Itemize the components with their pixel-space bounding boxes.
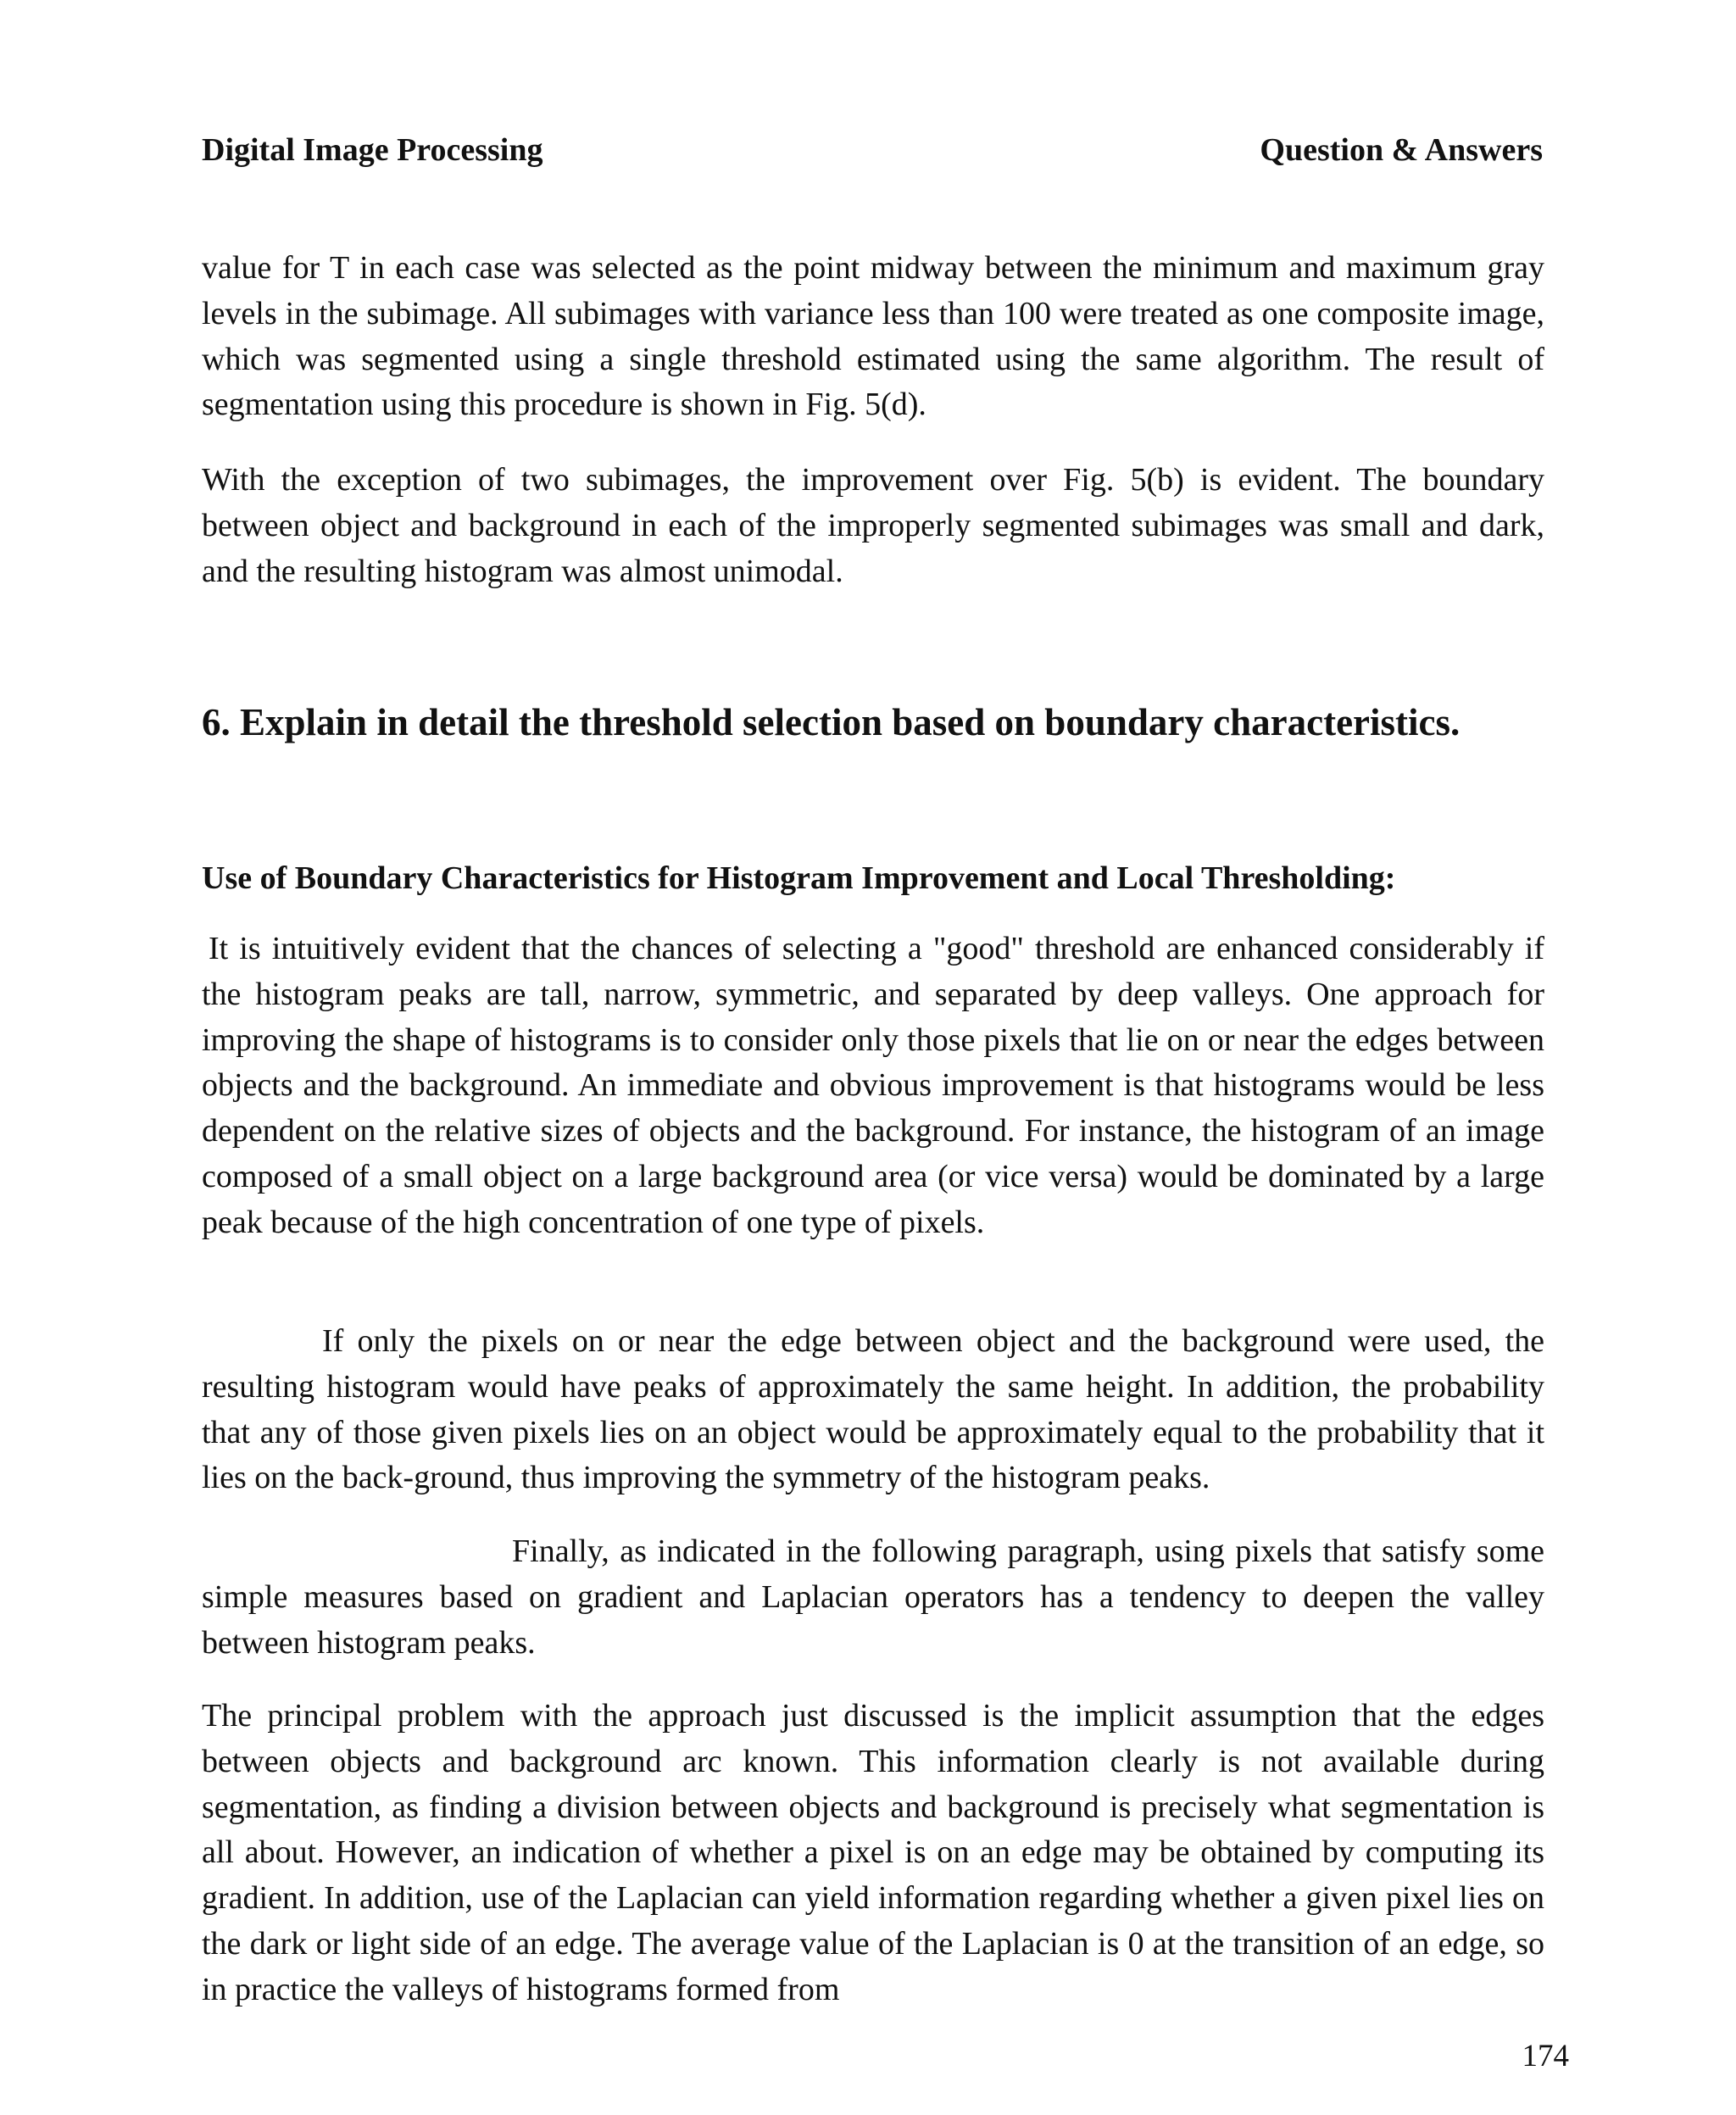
header-title: Digital Image Processing [202,132,543,168]
body-paragraph-1: It is intuitively evident that the chances of selecting a "good" threshold are enhanced considerably if the histogram peaks are tall, narrow, symmetric, and separated by deep valleys. One approach for improving the shape of histograms is to consider only those pixels that lie on or near the edges between objects and the background. An immediate and obvious improvement is that histograms would be less dependent on the relative sizes of objects and the background. For instance, the histogram of an image composed of a small object on a large background area (or vice versa) would be dominated by a large peak because of the high concentration of one type of pixels. [202,931,1544,1240]
header-section: Question & Answers [1260,132,1543,168]
body-paragraph-4: The principal problem with the approach just discussed is the implicit assumption that the edges between objects and background arc known. This information clearly is not available during segmentation, as finding a division between objects and background is precisely what segmentation is all about. However, an indication of whether a pixel is on an edge may be obtained by computing its gradient. In addition, use of the Laplacian can yield information regarding whether a given pixel lies on the dark or light side of an edge. The average value of the Laplacian is 0 at the transition of an edge, so in practice the valleys of histograms formed from [202,1698,1544,2007]
page-number: 174 [1522,2039,1569,2073]
paragraph-1: value for T in each case was selected as the point midway between the minimum and maximum gray levels in the subimage. All subimages with variance less than 100 were treated as one composite image, which was segmented using a single threshold estimated using the same algorithm. The result of segmentation using this procedure is shown in Fig. 5(d). [202,250,1544,423]
body-paragraph-3: Finally, as indicated in the following paragraph, using pixels that satisfy some simple measures based on gradient and Laplacian operators has a tendency to deepen the valley between histogram peaks. [202,1533,1544,1661]
body-paragraph-2: If only the pixels on or near the edge between object and the background were used, the resulting histogram would have peaks of approximately the same height. In addition, the probability that any of those given pixels lies on an object would be approximately equal to the probability that it lies on the back-ground, thus improving the symmetry of the histogram peaks. [202,1323,1544,1496]
paragraph-2: With the exception of two subimages, the improvement over Fig. 5(b) is evident. The boundary between object and background in each of the improperly segmented subimages was small and dark, and the resulting histogram was almost unimodal. [202,462,1544,589]
question-heading: 6. Explain in detail the threshold selection based on boundary characteristics. [202,701,1461,743]
section-subheading: Use of Boundary Characteristics for Histogram Improvement and Local Thresholding: [202,860,1396,896]
